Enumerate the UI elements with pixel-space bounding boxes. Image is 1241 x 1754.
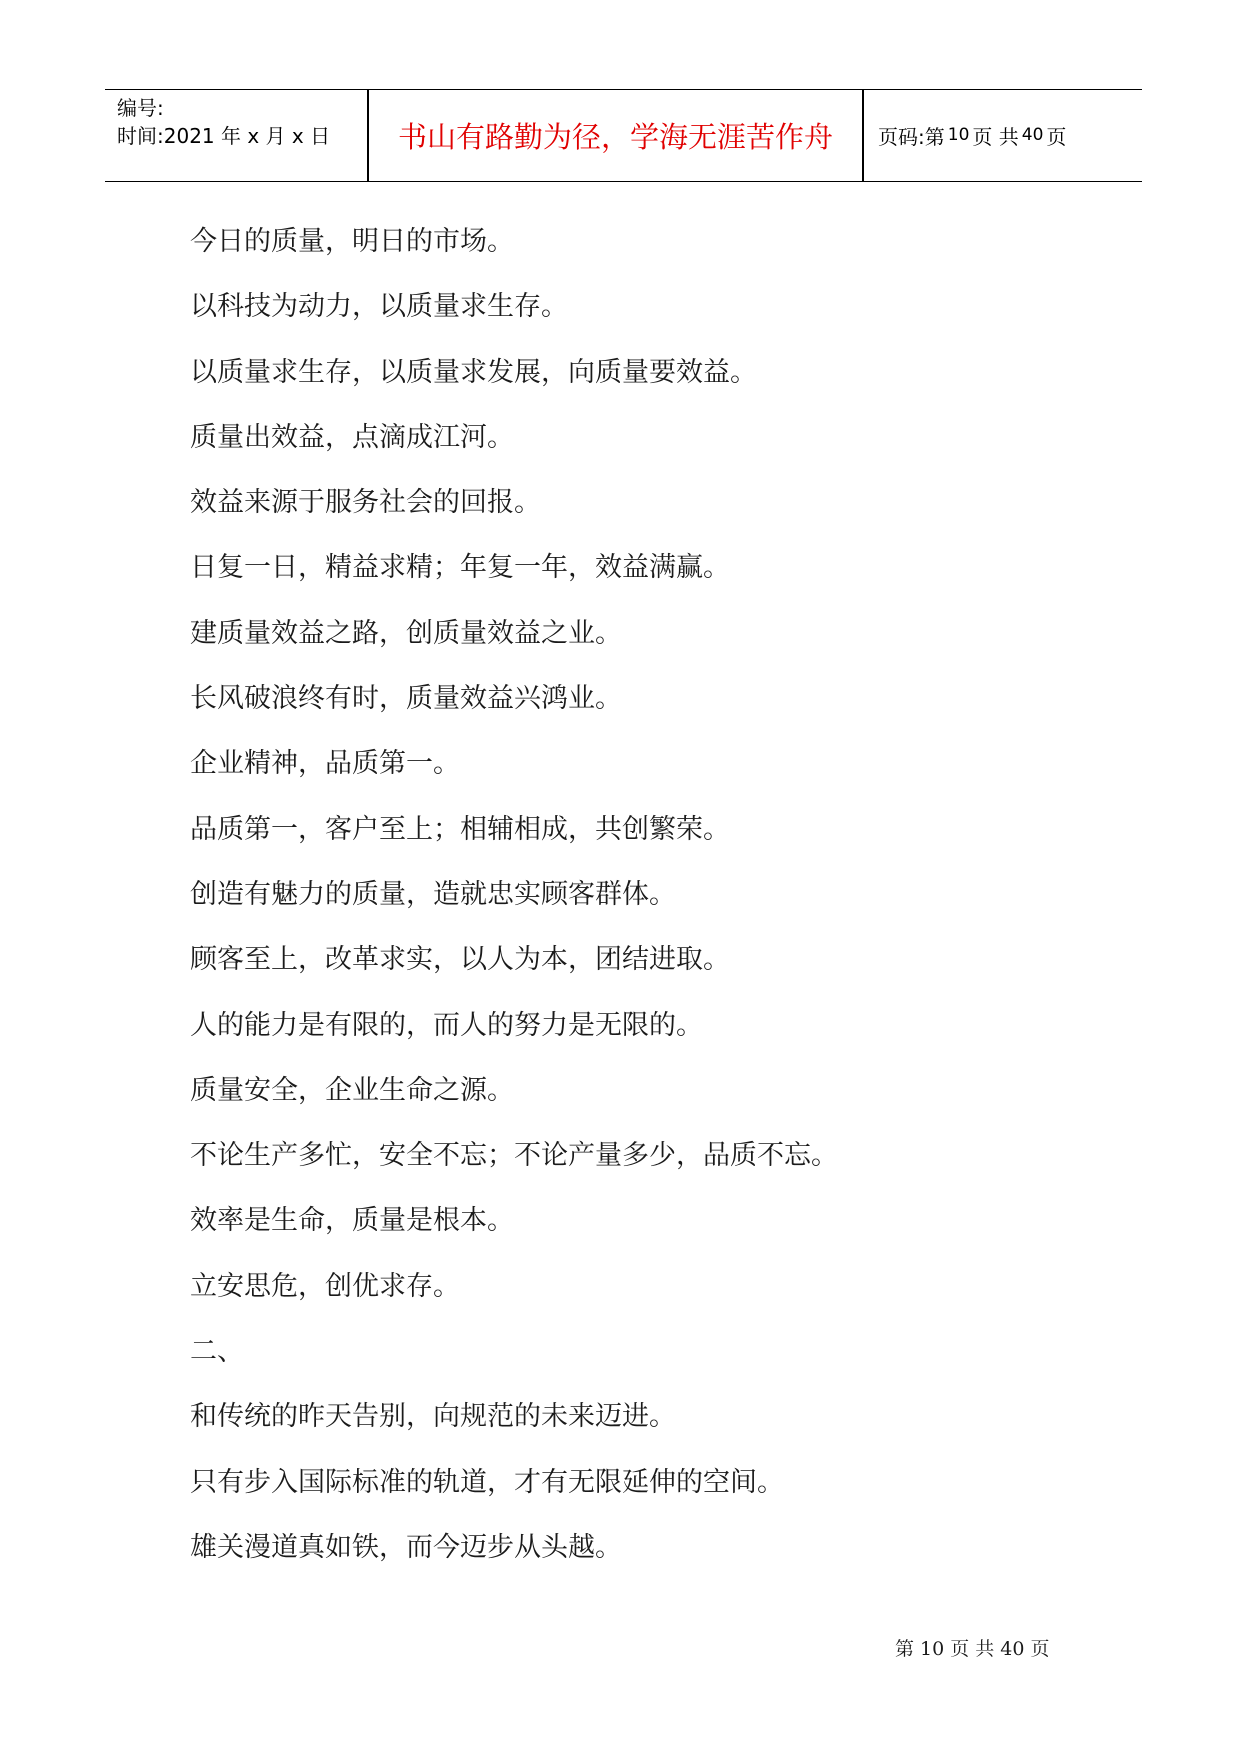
slogan-line: 质量出效益，点滴成江河。 [190, 421, 514, 453]
slogan-line: 雄关漫道真如铁，而今迈步从头越。 [190, 1531, 622, 1563]
header-time-label: 时间: [117, 124, 164, 148]
slogan-line: 日复一日，精益求精；年复一年，效益满赢。 [190, 552, 730, 584]
header-page-mid: 页 共 [972, 124, 1019, 149]
slogan-line: 只有步入国际标准的轨道，才有无限延伸的空间。 [190, 1466, 784, 1498]
slogan-list [190, 222, 1090, 1593]
section-heading: 二、 [190, 1336, 244, 1368]
slogan-line: 今日的质量，明日的市场。 [190, 226, 514, 257]
slogan-line: 建质量效益之路，创质量效益之业。 [190, 617, 622, 649]
slogan-line: 顾客至上，改革求实，以人为本，团结进取。 [190, 944, 730, 976]
footer-page-total: 40 [1000, 1638, 1025, 1660]
header-page-label: 页码: [878, 124, 925, 149]
footer-prefix: 第 [895, 1638, 915, 1660]
header-time-value: 2021 年 x 月 x 日 [163, 124, 331, 148]
slogan-line: 效益来源于服务社会的回报。 [190, 487, 541, 519]
footer-page-current: 10 [920, 1638, 945, 1660]
slogan-line: 品质第一，客户至上；相辅相成，共创繁荣。 [190, 813, 730, 845]
slogan-line: 和传统的昨天告别，向规范的未来迈进。 [190, 1401, 676, 1433]
slogan-line: 创造有魅力的质量，造就忠实顾客群体。 [190, 878, 676, 910]
header-page-current: 10 [947, 125, 970, 145]
slogan-line: 以质量求生存，以质量求发展，向质量要效益。 [190, 356, 757, 388]
slogan-line: 不论生产多忙，安全不忘；不论产量多少，品质不忘。 [190, 1140, 838, 1172]
slogan-line: 长风破浪终有时，质量效益兴鸿业。 [190, 683, 622, 715]
header-motto: 书山有路勤为径，学海无涯苦作舟 [397, 119, 833, 154]
header-page-total: 40 [1021, 125, 1044, 145]
header-number-label: 编号: [117, 96, 164, 120]
slogan-line: 立安思危，创优求存。 [190, 1270, 460, 1302]
header-page-info [864, 90, 1142, 180]
slogan-line: 以科技为动力，以质量求生存。 [190, 291, 568, 323]
header-page-prefix: 第 [924, 124, 945, 149]
slogan-line: 企业精神，品质第一。 [190, 748, 460, 780]
page-header [105, 89, 1142, 182]
footer-suffix: 页 [1030, 1638, 1050, 1660]
footer-mid: 页 共 [950, 1638, 995, 1660]
slogan-line: 质量安全，企业生命之源。 [190, 1074, 514, 1106]
page-footer [895, 1634, 1055, 1661]
slogan-line: 效率是生命，质量是根本。 [190, 1205, 514, 1237]
header-page-suffix: 页 [1046, 124, 1067, 149]
slogan-line: 人的能力是有限的，而人的努力是无限的。 [190, 1009, 703, 1041]
